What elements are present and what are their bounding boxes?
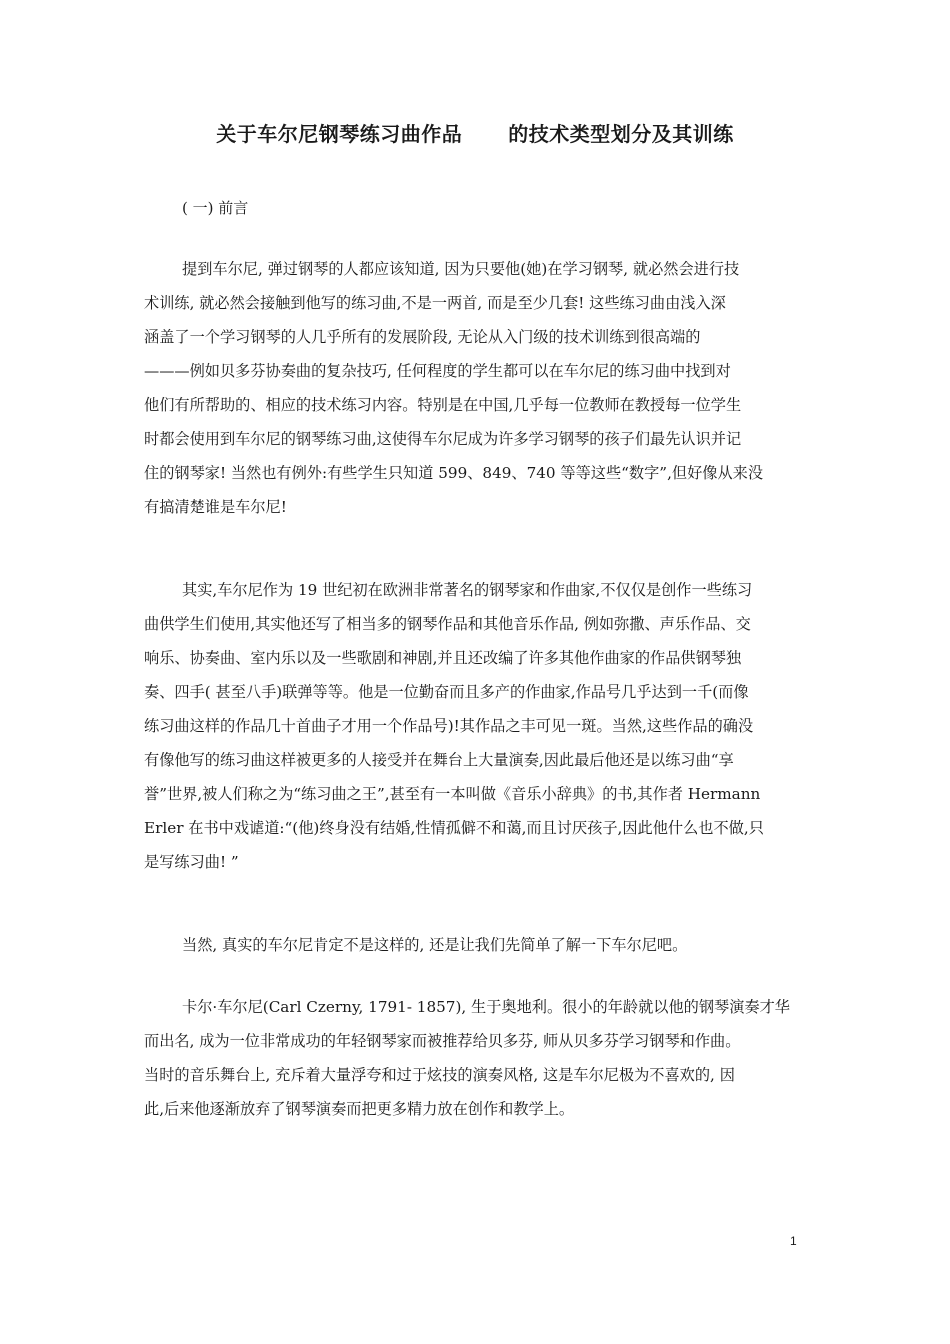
paragraph-3 [144,928,812,962]
document-title [0,120,950,148]
paragraph-line: 是写练习曲! ” [144,853,239,871]
paragraph-1 [144,252,812,524]
paragraph-line: 卡尔·车尔尼(Carl Czerny, 1791- 1857), 生于奥地利。很小的年龄就以他的钢琴演奏才华 [182,998,790,1016]
section-heading: ( 一) 前言 [182,199,249,217]
paragraph-line: 有搞清楚谁是车尔尼! [144,498,287,516]
paragraph-2 [144,573,812,879]
page-number: 1 [790,1234,797,1248]
paragraph-line: 提到车尔尼, 弹过钢琴的人都应该知道, 因为只要他(她)在学习钢琴, 就必然会进行技 [182,260,740,278]
title-part-2: 的技术类型划分及其训练 [508,122,734,146]
paragraph-line: 当时的音乐舞台上, 充斥着大量浮夸和过于炫技的演奏风格, 这是车尔尼极为不喜欢的, 因 [144,1066,735,1084]
paragraph-line: 时都会使用到车尔尼的钢琴练习曲,这使得车尔尼成为许多学习钢琴的孩子们最先认识并记 [144,430,742,448]
paragraph-line: 有像他写的练习曲这样被更多的人接受并在舞台上大量演奏,因此最后他还是以练习曲“享 [144,751,734,769]
paragraph-line: 涵盖了一个学习钢琴的人几乎所有的发展阶段, 无论从入门级的技术训练到很高端的 [144,328,701,346]
paragraph-line: 誉”世界,被人们称之为“练习曲之王”,甚至有一本叫做《音乐小辞典》的书,其作者 Hermann [144,785,761,803]
title-part-1: 关于车尔尼钢琴练习曲作品 [216,122,463,146]
paragraph-line: 此,后来他逐渐放弃了钢琴演奏而把更多精力放在创作和教学上。 [144,1100,575,1118]
paragraph-line: 而出名, 成为一位非常成功的年轻钢琴家而被推荐给贝多芬, 师从贝多芬学习钢琴和作曲。 [144,1032,741,1050]
paragraph-line: 曲供学生们使用,其实他还写了相当多的钢琴作品和其他音乐作品, 例如弥撒、声乐作品、交 [144,615,751,633]
paragraph-line: 住的钢琴家! 当然也有例外:有些学生只知道 599、849、740 等等这些“数字”,但好像从来没 [144,464,764,482]
paragraph-line: 术训练, 就必然会接触到他写的练习曲,不是一两首, 而是至少几套! 这些练习曲由浅入深 [144,294,726,312]
paragraph-line: 其实,车尔尼作为 19 世纪初在欧洲非常著名的钢琴家和作曲家,不仅仅是创作一些练习 [182,581,753,599]
paragraph-line: 练习曲这样的作品几十首曲子才用一个作品号)!其作品之丰可见一斑。当然,这些作品的确没 [144,717,754,735]
paragraph-line: 他们有所帮助的、相应的技术练习内容。特别是在中国,几乎每一位教师在教授每一位学生 [144,396,742,414]
paragraph-line: 响乐、协奏曲、室内乐以及一些歌剧和神剧,并且还改编了许多其他作曲家的作品供钢琴独 [144,649,742,667]
paragraph-line: 当然, 真实的车尔尼肯定不是这样的, 还是让我们先简单了解一下车尔尼吧。 [182,936,688,954]
paragraph-line: 奏、四手( 甚至八手)联弹等等。他是一位勤奋而且多产的作曲家,作品号几乎达到一千(而像 [144,683,749,701]
paragraph-4 [144,990,812,1126]
paragraph-line: Erler 在书中戏谑道:“(他)终身没有结婚,性情孤僻不和蔼,而且讨厌孩子,因此他什么也不做,只 [144,819,764,837]
paragraph-line: ———例如贝多芬协奏曲的复杂技巧, 任何程度的学生都可以在车尔尼的练习曲中找到对 [144,362,731,380]
